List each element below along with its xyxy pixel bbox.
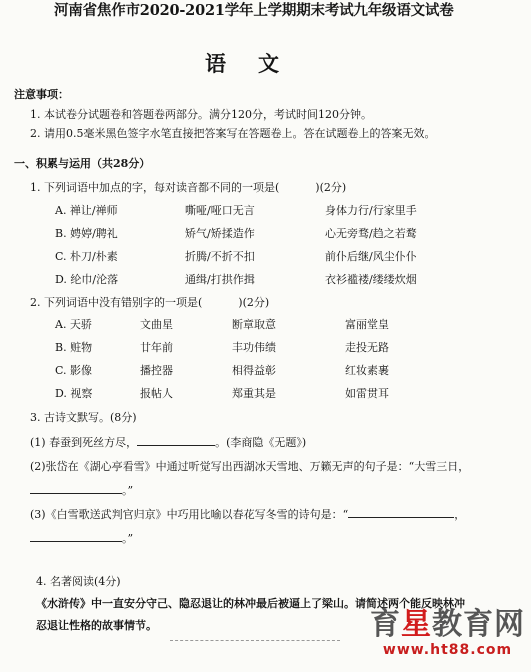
q3-item-3-mid: ，: [454, 508, 466, 521]
q1-option-d-2: 通缉/打拱作揖: [185, 273, 255, 286]
notes-heading: 注意事项：: [14, 88, 69, 101]
fill-blank: [348, 508, 454, 518]
q1-option-b-3: 心无旁骛/趋之若鹜: [325, 227, 417, 240]
q3-item-1-text: (1) 春蚕到死丝方尽，: [30, 436, 138, 449]
watermark-logo: 育星教育网: [370, 607, 525, 642]
section-heading: 一、积累与运用（共28分）: [14, 157, 151, 170]
subject-title: 语文: [205, 51, 311, 76]
q1-option-b: B. 娉婷/聘礼: [55, 227, 118, 240]
q2-option-a-3: 断章取意: [232, 318, 276, 331]
page-divider: [170, 640, 340, 641]
q3-item-2-end: 。”: [122, 484, 134, 497]
q2-stem: [30, 297, 269, 308]
q3-heading: 3. 古诗文默写。(8分): [30, 411, 137, 424]
note-item: 2. 请用0.5毫米黑色签字水笔直接把答案写在答题卷上。答在试题卷上的答案无效。: [30, 127, 436, 140]
fill-blank: [30, 532, 122, 542]
q1-option-d-3: 衣衫褴褛/缕缕炊烟: [325, 273, 417, 286]
fill-blank: [137, 436, 215, 446]
q1-option-a-2: 嘶哑/哑口无言: [185, 204, 255, 217]
q1-option-a: A. 禅让/禅师: [55, 204, 118, 217]
q3-item-2-answer: [30, 484, 133, 496]
q3-item-3-end: 。”: [122, 532, 134, 545]
site-watermark: [370, 607, 525, 658]
exam-title: 河南省焦作市2020-2021学年上学期期末考试九年级语文试卷: [54, 2, 454, 19]
q4-text: 《水浒传》中一直安分守己、隐忍退让的林冲最后被逼上了梁山。请简述两个能反映林冲: [36, 597, 465, 610]
q3-item-1-source: 。(李商隐《无题》): [215, 436, 307, 449]
q2-option-c-2: 播控器: [140, 364, 173, 377]
q4-text-2: 忍退让性格的故事情节。: [36, 619, 157, 632]
q2-option-d: D. 视察: [55, 387, 93, 400]
q2-option-a-4: 富丽堂皇: [345, 318, 389, 331]
q2-stem-score: )(2分): [238, 296, 270, 309]
q3-item-2: (2)张岱在《湖心亭看雪》中通过听觉写出西湖冰天雪地、万籁无声的句子是：“大雪三日，: [30, 460, 470, 473]
q3-item-3-text: (3)《白雪歌送武判官归京》中巧用比喻以春花写冬雪的诗句是：“: [30, 508, 349, 521]
q2-option-b-4: 走投无路: [345, 341, 389, 354]
q3-item-3-answer: [30, 532, 133, 544]
q3-item-3: [30, 508, 465, 520]
q3-item-1: [30, 436, 306, 448]
q2-option-b-2: 廿年前: [140, 341, 173, 354]
q2-stem-text: 2. 下列词语中没有错别字的一项是(: [30, 296, 203, 309]
q1-option-c: C. 朴刀/朴素: [55, 250, 118, 263]
q2-option-b-3: 丰功伟绩: [232, 341, 276, 354]
q2-option-d-2: 报帖人: [140, 387, 173, 400]
q1-stem: [30, 182, 346, 193]
q2-option-b: B. 赃物: [55, 341, 93, 354]
q2-option-c-3: 相得益彰: [232, 364, 276, 377]
q1-option-b-2: 矫气/矫揉造作: [185, 227, 255, 240]
watermark-url: www.ht88.com: [382, 642, 513, 658]
q4-heading: 4. 名著阅读(4分): [36, 575, 121, 588]
fill-blank: [30, 484, 122, 494]
note-item: 1. 本试卷分试题卷和答题卷两部分。满分120分，考试时间120分钟。: [30, 108, 372, 121]
q1-stem-text: 1. 下列词语中加点的字，每对读音都不同的一项是(: [30, 181, 280, 194]
q1-option-d: D. 纶巾/沦落: [55, 273, 119, 286]
q2-option-c: C. 影像: [55, 364, 93, 377]
q2-option-c-4: 红妆素裹: [345, 364, 389, 377]
q2-option-d-3: 郑重其是: [232, 387, 276, 400]
q1-stem-score: )(2分): [315, 181, 347, 194]
q1-option-c-3: 前仆后继/风尘仆仆: [325, 250, 417, 263]
q2-option-a-2: 文曲星: [140, 318, 173, 331]
q2-option-d-4: 如雷贯耳: [345, 387, 389, 400]
q1-option-a-3: 身体力行/行家里手: [325, 204, 417, 217]
q2-option-a: A. 天骄: [55, 318, 92, 331]
q1-option-c-2: 折腾/不折不扣: [185, 250, 255, 263]
